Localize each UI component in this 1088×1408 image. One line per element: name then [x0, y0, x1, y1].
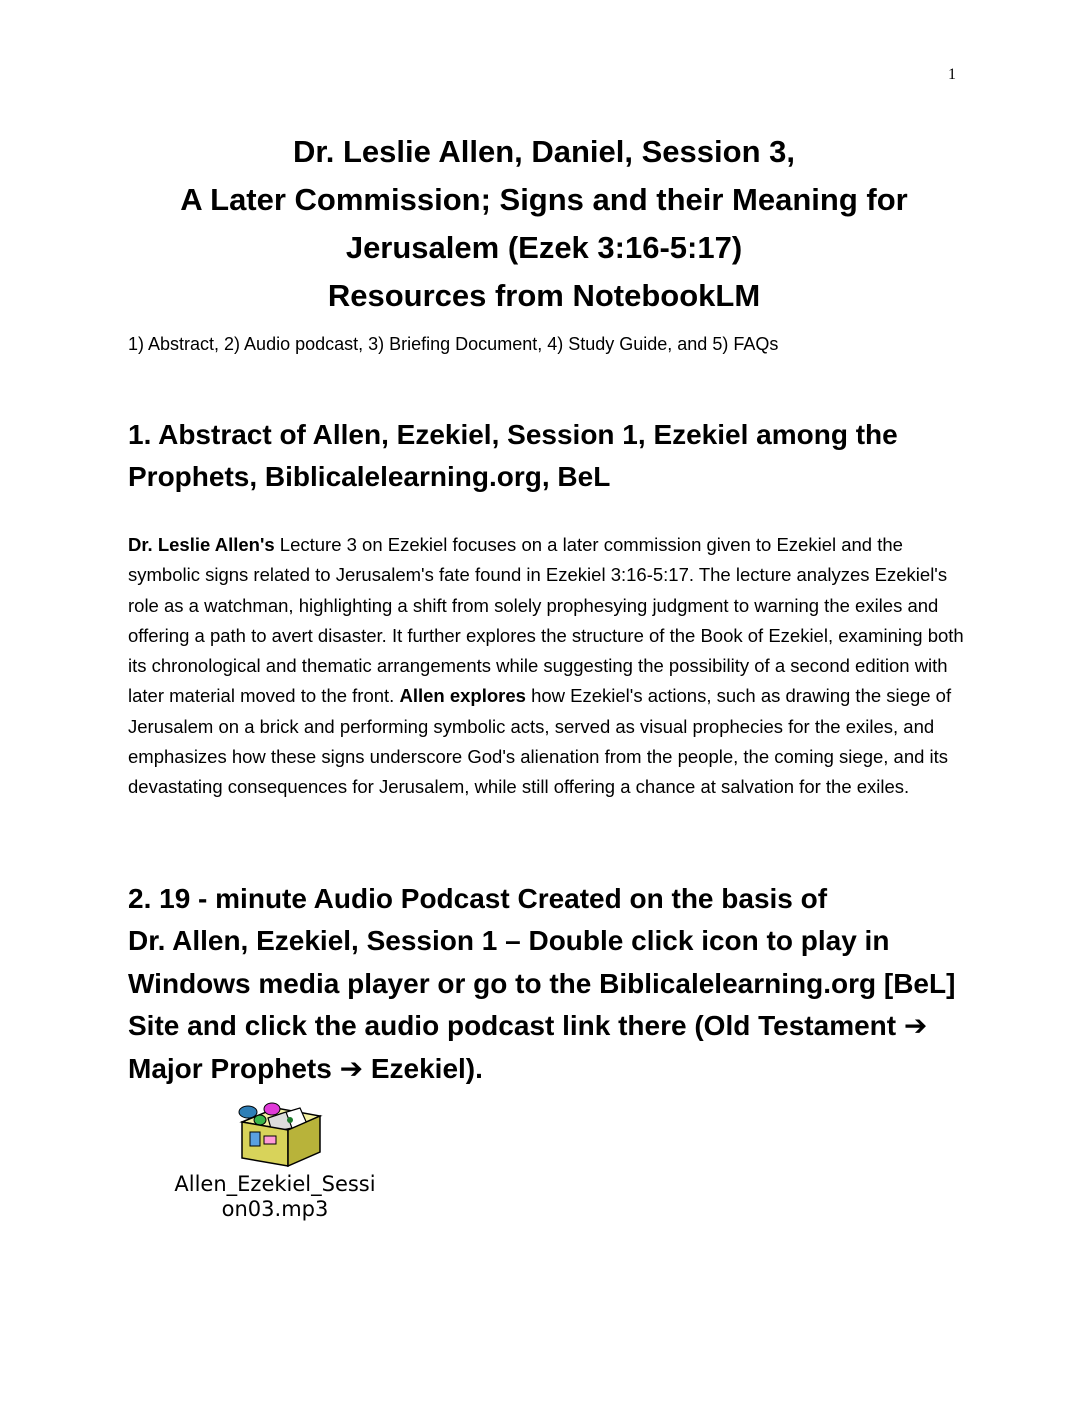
arrow-right-icon: ➔	[903, 1009, 928, 1043]
podcast-line-2: Dr. Allen, Ezekiel, Session 1 – Double click icon to play in	[128, 925, 890, 957]
abstract-author-bold: Dr. Leslie Allen's	[128, 534, 275, 555]
podcast-line-5a: Major Prophets	[128, 1052, 332, 1084]
podcast-line-4: Site and click the audio podcast link there (Old Testament	[128, 1010, 897, 1042]
document-title	[120, 128, 968, 320]
podcast-line-3: Windows media player or go to the Biblicalelearning.org [BeL]	[128, 967, 956, 999]
abstract-heading	[128, 414, 978, 498]
media-package-icon[interactable]	[228, 1100, 328, 1170]
contents-list: 1) Abstract, 2) Audio podcast, 3) Briefing Document, 4) Study Guide, and 5) FAQs	[128, 334, 779, 354]
page-number: 1	[948, 66, 956, 83]
title-line-4: Resources from NotebookLM	[327, 278, 761, 313]
title-line-1: Dr. Leslie Allen, Daniel, Session 3,	[293, 134, 795, 169]
abstract-text-2: how Ezekiel's actions, such as drawing the siege of Jerusalem on a brick and performing symbolic acts, served as visual prophecies for the exiles, and emphasizes how these signs underscore God's alienation from the people, the coming siege, and its devastating consequences for Jerusalem, while still offering a chance at salvation for the exiles.	[128, 685, 952, 798]
title-line-3: Jerusalem (Ezek 3:16-5:17)	[345, 230, 743, 265]
abstract-heading-line-1: 1. Abstract of Allen, Ezekiel, Session 1, Ezekiel among the	[128, 419, 898, 450]
abstract-explores-bold: Allen explores	[399, 685, 526, 707]
file-name-line-2: on03.mp3	[221, 1197, 329, 1221]
file-name-line-1: Allen_Ezekiel_Sessi	[174, 1172, 376, 1196]
title-line-2: A Later Commission; Signs and their Meaning for	[180, 182, 908, 217]
podcast-line-5b: Ezekiel).	[370, 1052, 483, 1084]
abstract-paragraph	[128, 530, 968, 803]
podcast-heading	[128, 878, 978, 1090]
podcast-line-1: 2. 19 - minute Audio Podcast Created on the basis of	[128, 883, 828, 914]
arrow-right-icon: ➔	[339, 1051, 364, 1085]
abstract-heading-line-2: Prophets, Biblicalelearning.org, BeL	[128, 461, 611, 492]
abstract-text-1: Lecture 3 on Ezekiel focuses on a later commission given to Ezekiel and the symbolic signs related to Jerusalem's fate found in Ezekiel 3:16-5:17. The lecture analyzes Ezekiel's role as a watchman, highlighting a shift from solely prophesying judgment to warning the exiles and offering a path to avert disaster. It further explores the structure of the Book of Ezekiel, examining both its chronological and thematic arrangements while suggesting the possibility of a second edition with later material moved to the front.	[128, 534, 964, 707]
audio-file-label[interactable]	[120, 1172, 430, 1222]
